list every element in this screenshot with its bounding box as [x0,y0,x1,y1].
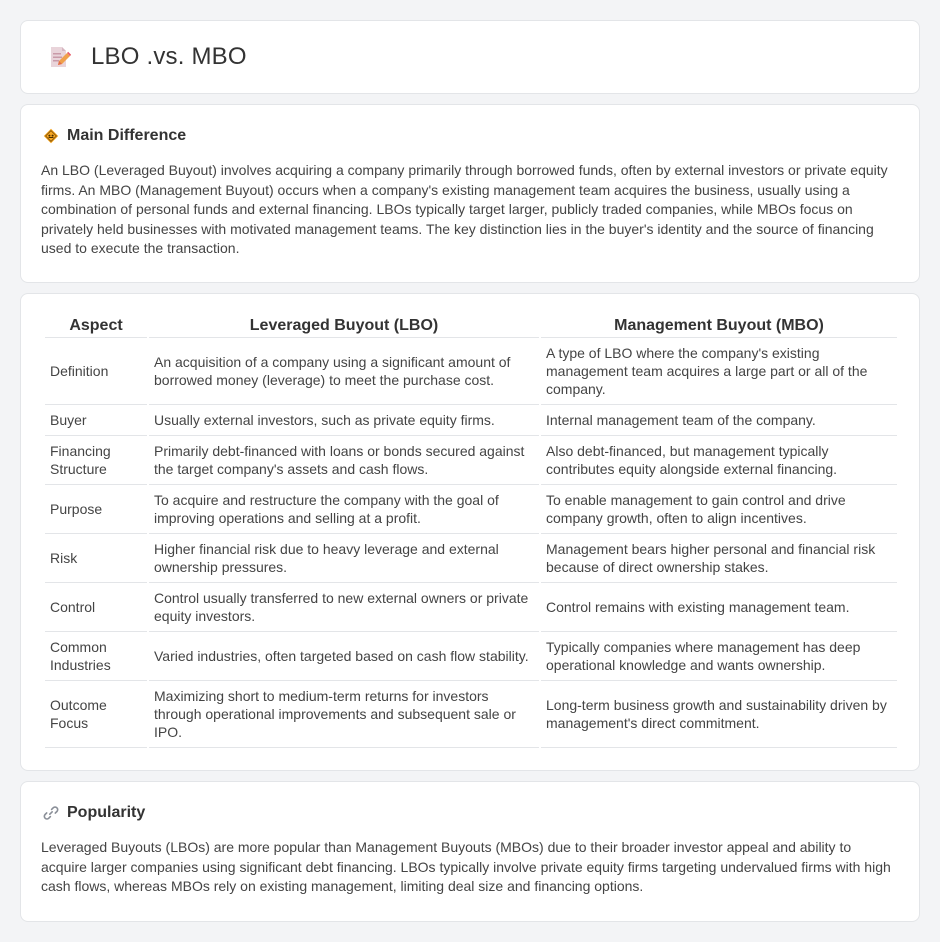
row-mbo: Also debt-financed, but management typically contributes equity alongside external financing. [541,436,897,485]
header-mbo: Management Buyout (MBO) [541,316,897,338]
row-lbo: Higher financial risk due to heavy leverage and external ownership pressures. [149,534,539,583]
popularity-section [20,781,920,922]
header-aspect: Aspect [45,316,147,338]
main-difference-heading: Main Difference [67,127,187,144]
table-row [45,485,897,534]
main-difference-text: An LBO (Leveraged Buyout) involves acquiring a company primarily through borrowed funds, often by external investors or private equity firms. An MBO (Management Buyout) occurs when a company's existing management team acquires the business, usually using a combination of personal funds and external financing. LBOs typically target larger, publicly traded companies, while MBOs focus on privately held businesses with motivated management teams. The key distinction lies in the buyer's identity and the source of financing used to execute the transaction. [41,162,888,257]
row-aspect: Control [45,583,147,632]
row-mbo: Typically companies where management has deep operational knowledge and wants ownership. [541,632,897,681]
row-aspect: Buyer [45,405,147,436]
table-row [45,436,897,485]
table-row [45,534,897,583]
table-row [45,583,897,632]
row-lbo: An acquisition of a company using a significant amount of borrowed money (leverage) to meet the purchase cost. [149,338,539,405]
row-lbo: Usually external investors, such as private equity firms. [149,405,539,436]
diamond-sign-icon [43,128,59,144]
row-aspect: Definition [45,338,147,405]
row-lbo: Varied industries, often targeted based on cash flow stability. [149,632,539,681]
row-aspect: Purpose [45,485,147,534]
main-difference-section [20,104,920,283]
row-aspect: Financing Structure [45,436,147,485]
table-header-row [45,316,897,338]
comparison-section [20,293,920,771]
row-aspect: Common Industries [45,632,147,681]
link-icon [43,805,59,821]
row-mbo: Management bears higher personal and financial risk because of direct ownership stakes. [541,534,897,583]
row-aspect: Outcome Focus [45,681,147,748]
row-lbo: Maximizing short to medium-term returns for investors through operational improvements and subsequent sale or IPO. [149,681,539,748]
row-mbo: To enable management to gain control and drive company growth, often to align incentives. [541,485,897,534]
table-row [45,681,897,748]
comparison-table [43,316,899,748]
row-mbo: Control remains with existing management team. [541,583,897,632]
row-mbo: Internal management team of the company. [541,405,897,436]
row-aspect: Risk [45,534,147,583]
popularity-heading: Popularity [67,804,146,821]
popularity-text: Leveraged Buyouts (LBOs) are more popular than Management Buyouts (MBOs) due to their broader investor appeal and ability to acquire larger companies using significant debt financing. LBOs typically involve private equity firms targeting undervalued firms with high cash flows, whereas MBOs rely on existing management, limiting deal size and financing options. [41,839,891,895]
row-mbo: A type of LBO where the company's existing management team acquires a large part or all of the company. [541,338,897,405]
title-card [20,20,920,94]
row-lbo: Control usually transferred to new external owners or private equity investors. [149,583,539,632]
table-row [45,632,897,681]
row-lbo: To acquire and restructure the company with the goal of improving operations and selling at a profit. [149,485,539,534]
document-edit-icon [47,45,71,69]
header-lbo: Leveraged Buyout (LBO) [149,316,539,338]
page-title: LBO .vs. MBO [91,43,247,70]
table-row [45,338,897,405]
row-mbo: Long-term business growth and sustainability driven by management's direct commitment. [541,681,897,748]
table-row [45,405,897,436]
row-lbo: Primarily debt-financed with loans or bonds secured against the target company's assets and cash flows. [149,436,539,485]
